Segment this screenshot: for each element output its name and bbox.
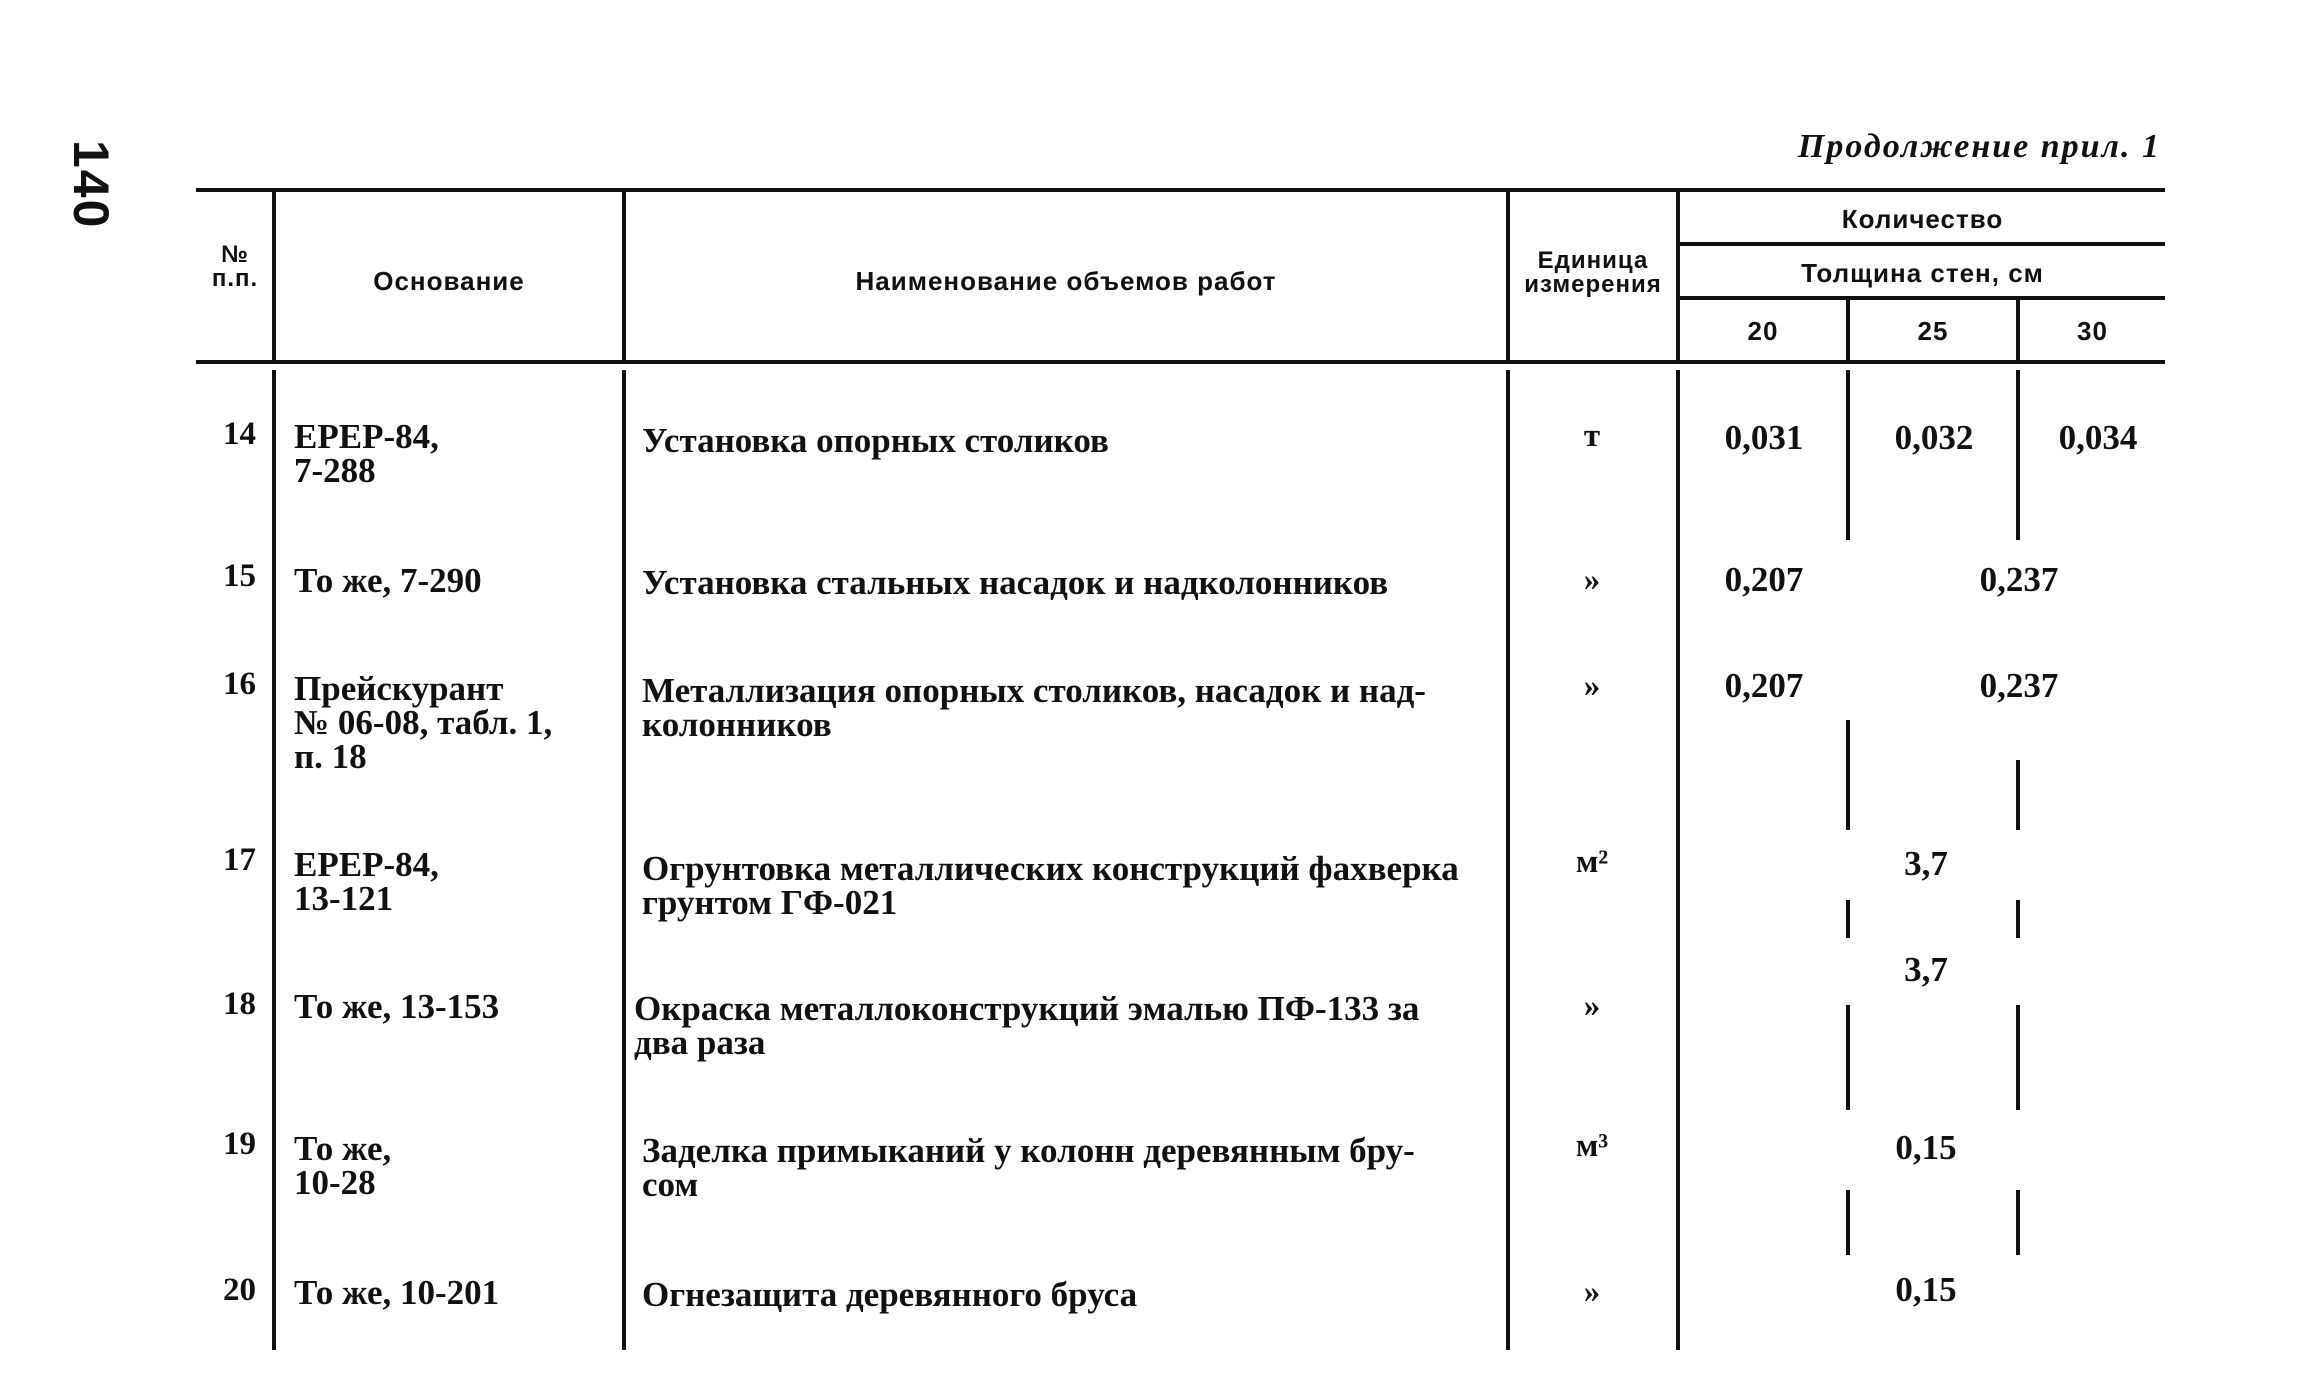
col-divider bbox=[2016, 1005, 2020, 1110]
col-divider bbox=[1846, 1005, 1850, 1110]
row-num: 20 bbox=[223, 1272, 256, 1308]
row-basis: То же, 13-153 bbox=[294, 987, 500, 1026]
row-value-all: 3,7 bbox=[1904, 844, 1948, 883]
row-unit: т bbox=[1583, 418, 1601, 454]
col-divider bbox=[1506, 370, 1510, 1350]
row-unit: м³ bbox=[1575, 1128, 1609, 1164]
row-basis: То же, 7-290 bbox=[294, 561, 482, 600]
col-divider bbox=[1846, 720, 1850, 830]
row-value-all: 0,15 bbox=[1895, 1270, 1957, 1309]
col-divider bbox=[2016, 760, 2020, 830]
thickness-subrule bbox=[1680, 296, 2165, 300]
row-basis: То же, 10-201 bbox=[294, 1273, 500, 1312]
table-top-rule bbox=[196, 188, 2165, 192]
row-value-all: 0,15 bbox=[1895, 1128, 1957, 1167]
row-name: Огрунтовка металлических конструкций фахверка грунтом ГФ-021 bbox=[642, 849, 1459, 922]
row-unit: » bbox=[1583, 1274, 1601, 1310]
col-divider bbox=[1846, 900, 1850, 938]
row-name: Огнезащита деревянного бруса bbox=[642, 1275, 1138, 1314]
row-name: Установка опорных столиков bbox=[642, 421, 1109, 460]
continuation-label: Продолжение прил. 1 bbox=[1797, 128, 2161, 165]
row-basis: ЕРЕР-84, 7-288 bbox=[294, 417, 439, 490]
page-number: 140 bbox=[63, 140, 119, 230]
header-bottom-rule bbox=[196, 360, 2165, 364]
header-thickness-30: 30 bbox=[2077, 316, 2108, 346]
quantity-subrule bbox=[1680, 242, 2165, 246]
row-value-25-30: 0,237 bbox=[1979, 666, 2059, 705]
row-value-20: 0,207 bbox=[1724, 666, 1804, 705]
col-divider bbox=[1676, 370, 1680, 1350]
header-basis: Основание bbox=[373, 266, 525, 296]
row-unit: » bbox=[1583, 988, 1601, 1024]
row-num: 19 bbox=[223, 1126, 256, 1162]
row-num: 17 bbox=[223, 842, 256, 878]
row-num: 18 bbox=[223, 986, 256, 1022]
row-name: Металлизация опорных столиков, насадок и над- колонников bbox=[642, 671, 1426, 744]
header-quantity: Количество bbox=[1841, 204, 2004, 234]
row-value-20: 0,207 bbox=[1724, 560, 1804, 599]
row-num: 15 bbox=[223, 558, 256, 594]
row-name: Установка стальных насадок и надколонников bbox=[642, 563, 1389, 602]
row-num: 16 bbox=[223, 666, 256, 702]
row-name: Заделка примыканий у колонн деревянным бру- сом bbox=[642, 1131, 1415, 1204]
row-value-20: 0,031 bbox=[1724, 418, 1804, 457]
row-value-all: 3,7 bbox=[1904, 950, 1948, 989]
row-name: Окраска металлоконструкций эмалью ПФ-133 за два раза bbox=[634, 989, 1420, 1062]
col-divider bbox=[272, 370, 276, 1350]
row-num: 14 bbox=[223, 416, 256, 452]
row-unit: » bbox=[1583, 562, 1601, 598]
header-thickness-25: 25 bbox=[1917, 316, 1949, 346]
col-divider bbox=[1846, 1190, 1850, 1255]
header-name: Наименование объемов работ bbox=[855, 266, 1277, 296]
header-unit: Единица измерения bbox=[1524, 247, 1662, 298]
row-value-25-30: 0,237 bbox=[1979, 560, 2059, 599]
row-basis: Прейскурант № 06-08, табл. 1, п. 18 bbox=[294, 669, 553, 776]
col-divider bbox=[2016, 900, 2020, 938]
row-basis: ЕРЕР-84, 13-121 bbox=[294, 845, 439, 918]
row-value-30: 0,034 bbox=[2058, 418, 2138, 457]
col-divider bbox=[622, 370, 626, 1350]
row-unit: » bbox=[1583, 668, 1601, 704]
header-thickness: Толщина стен, см bbox=[1801, 258, 2044, 288]
header-num: № п.п. bbox=[211, 241, 259, 292]
header-thickness-20: 20 bbox=[1747, 316, 1779, 346]
row-value-25: 0,032 bbox=[1894, 418, 1974, 457]
row-unit: м² bbox=[1575, 844, 1609, 880]
row-basis: То же, 10-28 bbox=[294, 1129, 392, 1202]
col-divider bbox=[2016, 1190, 2020, 1255]
